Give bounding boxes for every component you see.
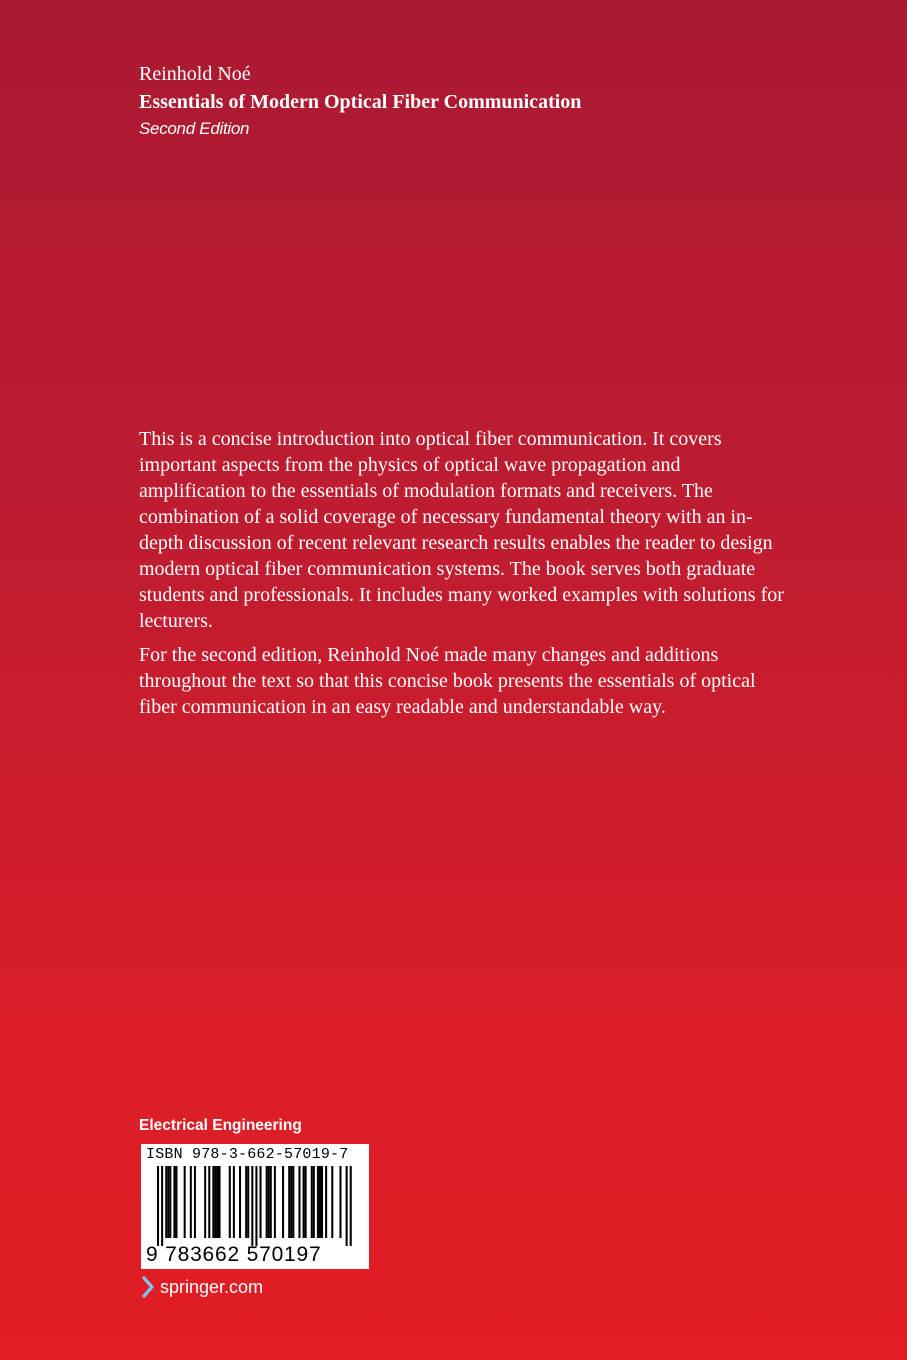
barcode-bar (303, 1166, 305, 1238)
barcode-guard-bar (255, 1166, 257, 1246)
barcode-bar (325, 1166, 327, 1238)
barcode-bar (204, 1166, 206, 1238)
barcode-guard-bar (157, 1166, 159, 1246)
barcode-bar (229, 1166, 231, 1238)
barcode-bar (165, 1166, 167, 1238)
subject-category: Electrical Engineering (139, 1117, 302, 1134)
barcode-bar (319, 1166, 321, 1238)
ean-digits: 9 783662 570197 (146, 1243, 322, 1266)
barcode-bar (268, 1166, 270, 1238)
barcode-bar (216, 1166, 218, 1238)
barcode-bar (208, 1166, 210, 1238)
barcode-bar (313, 1166, 315, 1238)
publisher-link[interactable] (141, 1275, 263, 1299)
barcode-guard-bar (251, 1166, 253, 1246)
barcode-bar (219, 1166, 221, 1238)
isbn-label: ISBN 978-3-662-57019-7 (146, 1146, 349, 1163)
description-paragraph-1: This is a concise introduction into optical fiber communication. It covers important aspects from the physics of optical wave propagation and amplification to the essentials of modulation formats and receivers. The combination of a solid coverage of necessary fundamental theory with an in-depth discussion of recent relevant research results enables the reader to design modern optical fiber communication systems. The book serves both graduate students and professionals. It includes many worked examples with solutions for lecturers. (139, 428, 784, 632)
book-description (139, 426, 789, 728)
barcode-bar (245, 1166, 247, 1238)
barcode-bar (288, 1166, 290, 1238)
barcode-bar (321, 1166, 323, 1238)
barcode-bar (274, 1166, 276, 1238)
chevron-right-icon (141, 1276, 155, 1298)
barcode-bar (169, 1166, 171, 1238)
barcode-bar (167, 1166, 169, 1238)
barcode-guard-bar (350, 1166, 352, 1246)
barcode-bar (270, 1166, 272, 1238)
edition-label: Second Edition (139, 119, 250, 138)
barcode-bar (260, 1166, 262, 1238)
barcode-bar (317, 1166, 319, 1238)
barcode-bar (184, 1166, 186, 1238)
barcode-bar (194, 1166, 196, 1238)
isbn-barcode (141, 1144, 369, 1269)
barcode-bar (311, 1166, 313, 1238)
publisher-website: springer.com (160, 1277, 264, 1297)
barcode-bar (239, 1166, 241, 1238)
barcode-bar (190, 1166, 192, 1238)
barcode-guard-bar (161, 1166, 163, 1246)
barcode-bar (292, 1166, 294, 1238)
barcode-bar (214, 1166, 216, 1238)
barcode-bar (212, 1166, 214, 1238)
barcode-bar (298, 1166, 300, 1238)
author-name: Reinhold Noé (139, 63, 251, 85)
book-title: Essentials of Modern Optical Fiber Communication (139, 91, 582, 113)
barcode-guard-bar (346, 1166, 348, 1246)
barcode-bar (247, 1166, 249, 1238)
barcode-bar (305, 1166, 307, 1238)
barcode-bar (175, 1166, 177, 1238)
barcode-bar (290, 1166, 292, 1238)
barcode-bar (339, 1166, 341, 1238)
barcode-bar (233, 1166, 235, 1238)
barcode-bar (266, 1166, 268, 1238)
barcode-bar (173, 1166, 175, 1238)
description-paragraph-2: For the second edition, Reinhold Noé made many changes and additions throughout the text so that this concise book presents the essentials of optical fiber communication in an easy readable and understandable way. (139, 644, 756, 718)
barcode-bar (282, 1166, 284, 1238)
cover-header (139, 60, 839, 142)
barcode-bar (331, 1166, 333, 1238)
